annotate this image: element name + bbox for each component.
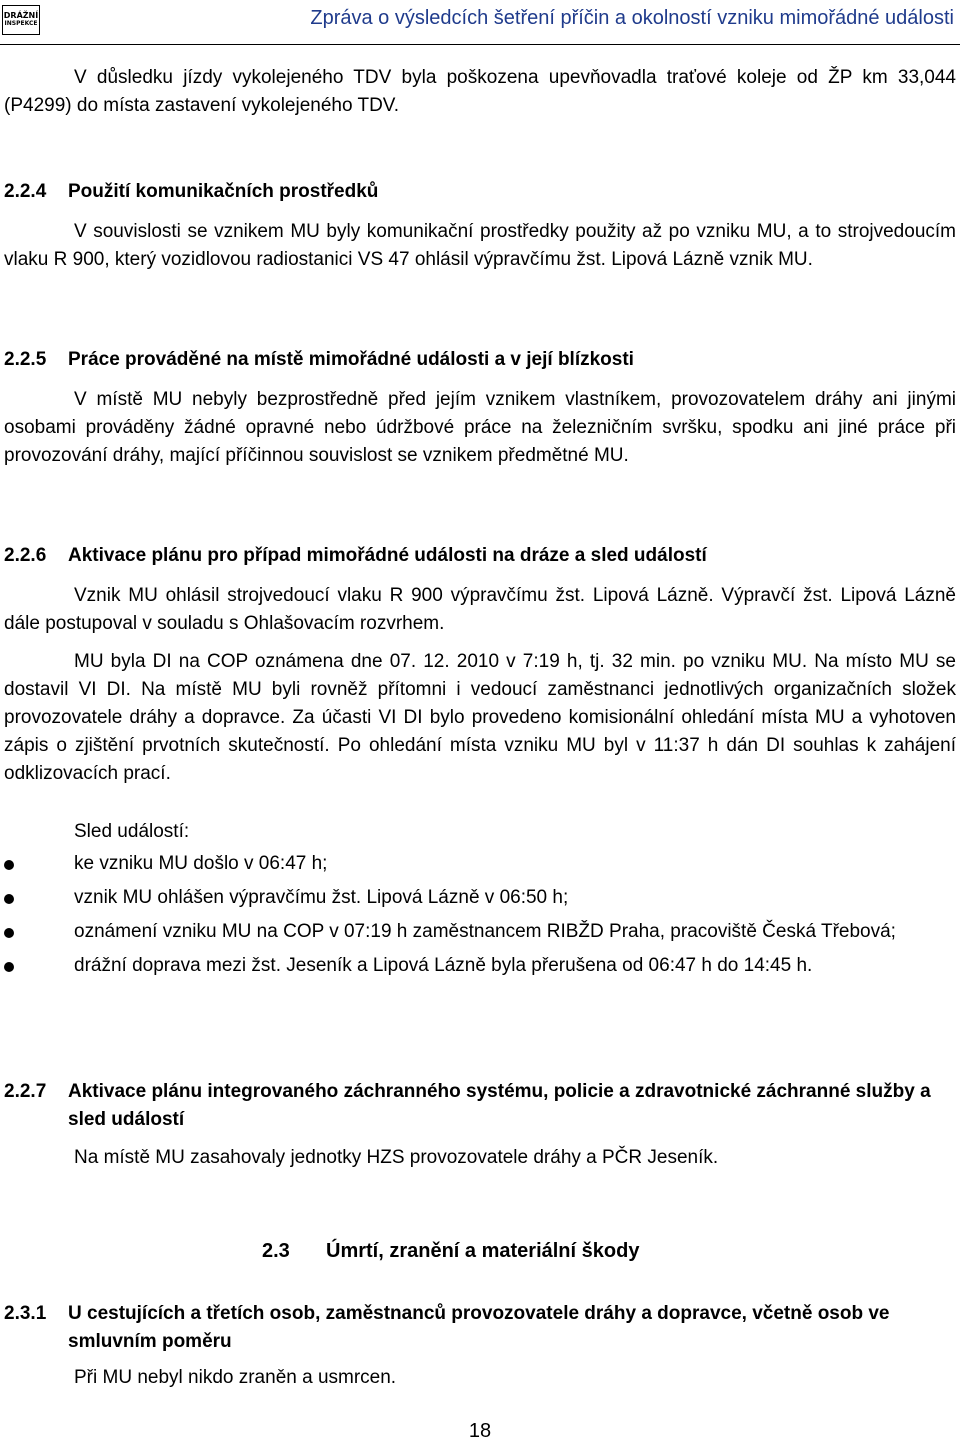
bullet-icon bbox=[4, 894, 14, 904]
section-number: 2.2.6 bbox=[4, 545, 47, 566]
section-text-2-2-5: V místě MU nebyly bezprostředně před jejím vznikem vlastníkem, provozovatelem dráhy ani jinými osobami prováděny žádné opravné nebo údržbové práce na železničním svršku, spodku ani jiné práce při provozování dráhy, mající příčinnou souvislost se vznikem předmětné MU. bbox=[4, 389, 956, 466]
list-item-text: ke vzniku MU došlo v 06:47 h; bbox=[74, 853, 328, 874]
logo-line2: INSPEKCE bbox=[4, 20, 38, 27]
section-title: U cestujících a třetích osob, zaměstnanců provozovatele dráhy a dopravce, včetně osob ve smluvním poměru bbox=[68, 1303, 890, 1352]
list-item bbox=[0, 952, 960, 980]
sled-label: Sled událostí: bbox=[74, 821, 190, 842]
section-heading-2-3 bbox=[262, 1240, 639, 1263]
section-text-2-2-6-b: MU byla DI na COP oznámena dne 07. 12. 2010 v 7:19 h, tj. 32 min. po vzniku MU. Na místo MU se dostavil VI DI. Na místě MU byli rovněž přítomni i vedoucí zaměstnanci jednotlivých organizačních složek provozovatele dráhy a dopravce. Za účasti VI DI bylo provedeno komisionální ohledání místa MU a vyhotoven zápis o zjištění prvotních skutečností. Po ohledání místa vzniku MU byl v 11:37 h dán DI souhlas k zahájení odklizovacích prací. bbox=[4, 651, 956, 784]
section-number: 2.2.4 bbox=[4, 181, 47, 202]
intro-paragraph: V důsledku jízdy vykolejeného TDV byla poškozena upevňovadla traťové koleje od ŽP km 33,044 (P4299) do místa zastavení vykolejeného TDV. bbox=[4, 67, 956, 116]
list-item bbox=[0, 850, 960, 878]
section-title: Použití komunikačních prostředků bbox=[68, 181, 379, 202]
list-item-text: vznik MU ohlášen výpravčímu žst. Lipová Lázně v 06:50 h; bbox=[74, 887, 569, 908]
list-item bbox=[0, 918, 960, 946]
section-title: Aktivace plánu pro případ mimořádné události na dráze a sled událostí bbox=[68, 545, 707, 566]
list-item bbox=[0, 884, 960, 912]
section-number: 2.2.5 bbox=[4, 349, 47, 370]
list-item-text: drážní doprava mezi žst. Jeseník a Lipová Lázně byla přerušena od 06:47 h do 14:45 h. bbox=[74, 955, 813, 976]
logo-line1: DRÁŽNÍ bbox=[3, 11, 39, 20]
section-heading-2-2-6 bbox=[4, 542, 956, 570]
page-header bbox=[0, 0, 960, 45]
section-heading-2-3-1 bbox=[4, 1300, 956, 1356]
section-title: Práce prováděné na místě mimořádné události a v její blízkosti bbox=[68, 349, 634, 370]
section-number: 2.2.7 bbox=[4, 1081, 47, 1102]
bullet-icon bbox=[4, 962, 14, 972]
section-heading-2-2-4 bbox=[4, 178, 956, 206]
section-number: 2.3.1 bbox=[4, 1303, 47, 1324]
section-text-2-3-1: Při MU nebyl nikdo zraněn a usmrcen. bbox=[74, 1367, 397, 1388]
event-sequence-list bbox=[0, 850, 960, 986]
bullet-icon bbox=[4, 928, 14, 938]
section-heading-2-2-5 bbox=[4, 346, 956, 374]
page-number: 18 bbox=[468, 1420, 492, 1442]
section-text-2-2-6-a: Vznik MU ohlásil strojvedoucí vlaku R 900 výpravčímu žst. Lipová Lázně. Výpravčí žst. Lipová Lázně dále postupoval v souladu s Ohlašovacím rozvrhem. bbox=[4, 585, 956, 634]
section-text-2-2-4: V souvislosti se vznikem MU byly komunikační prostředky použity až po vzniku MU, a to strojvedoucím vlaku R 900, který vozidlovou radiostanici VS 47 ohlásil výpravčímu žst. Lipová Lázně vznik MU. bbox=[4, 221, 956, 270]
section-title: Aktivace plánu integrovaného záchranného systému, policie a zdravotnické záchranné služby a sled událostí bbox=[68, 1081, 931, 1130]
drazni-inspekce-logo bbox=[2, 5, 40, 35]
section-number: 2.3 bbox=[262, 1240, 290, 1262]
section-heading-2-2-7 bbox=[4, 1078, 956, 1134]
section-text-2-2-7: Na místě MU zasahovaly jednotky HZS provozovatele dráhy a PČR Jeseník. bbox=[74, 1147, 719, 1168]
section-title: Úmrtí, zranění a materiální škody bbox=[326, 1240, 640, 1262]
bullet-icon bbox=[4, 860, 14, 870]
list-item-text: oznámení vzniku MU na COP v 07:19 h zaměstnancem RIBŽD Praha, pracoviště Česká Třebová; bbox=[74, 921, 896, 942]
header-title: Zpráva o výsledcích šetření příčin a okolností vzniku mimořádné události bbox=[310, 7, 954, 29]
